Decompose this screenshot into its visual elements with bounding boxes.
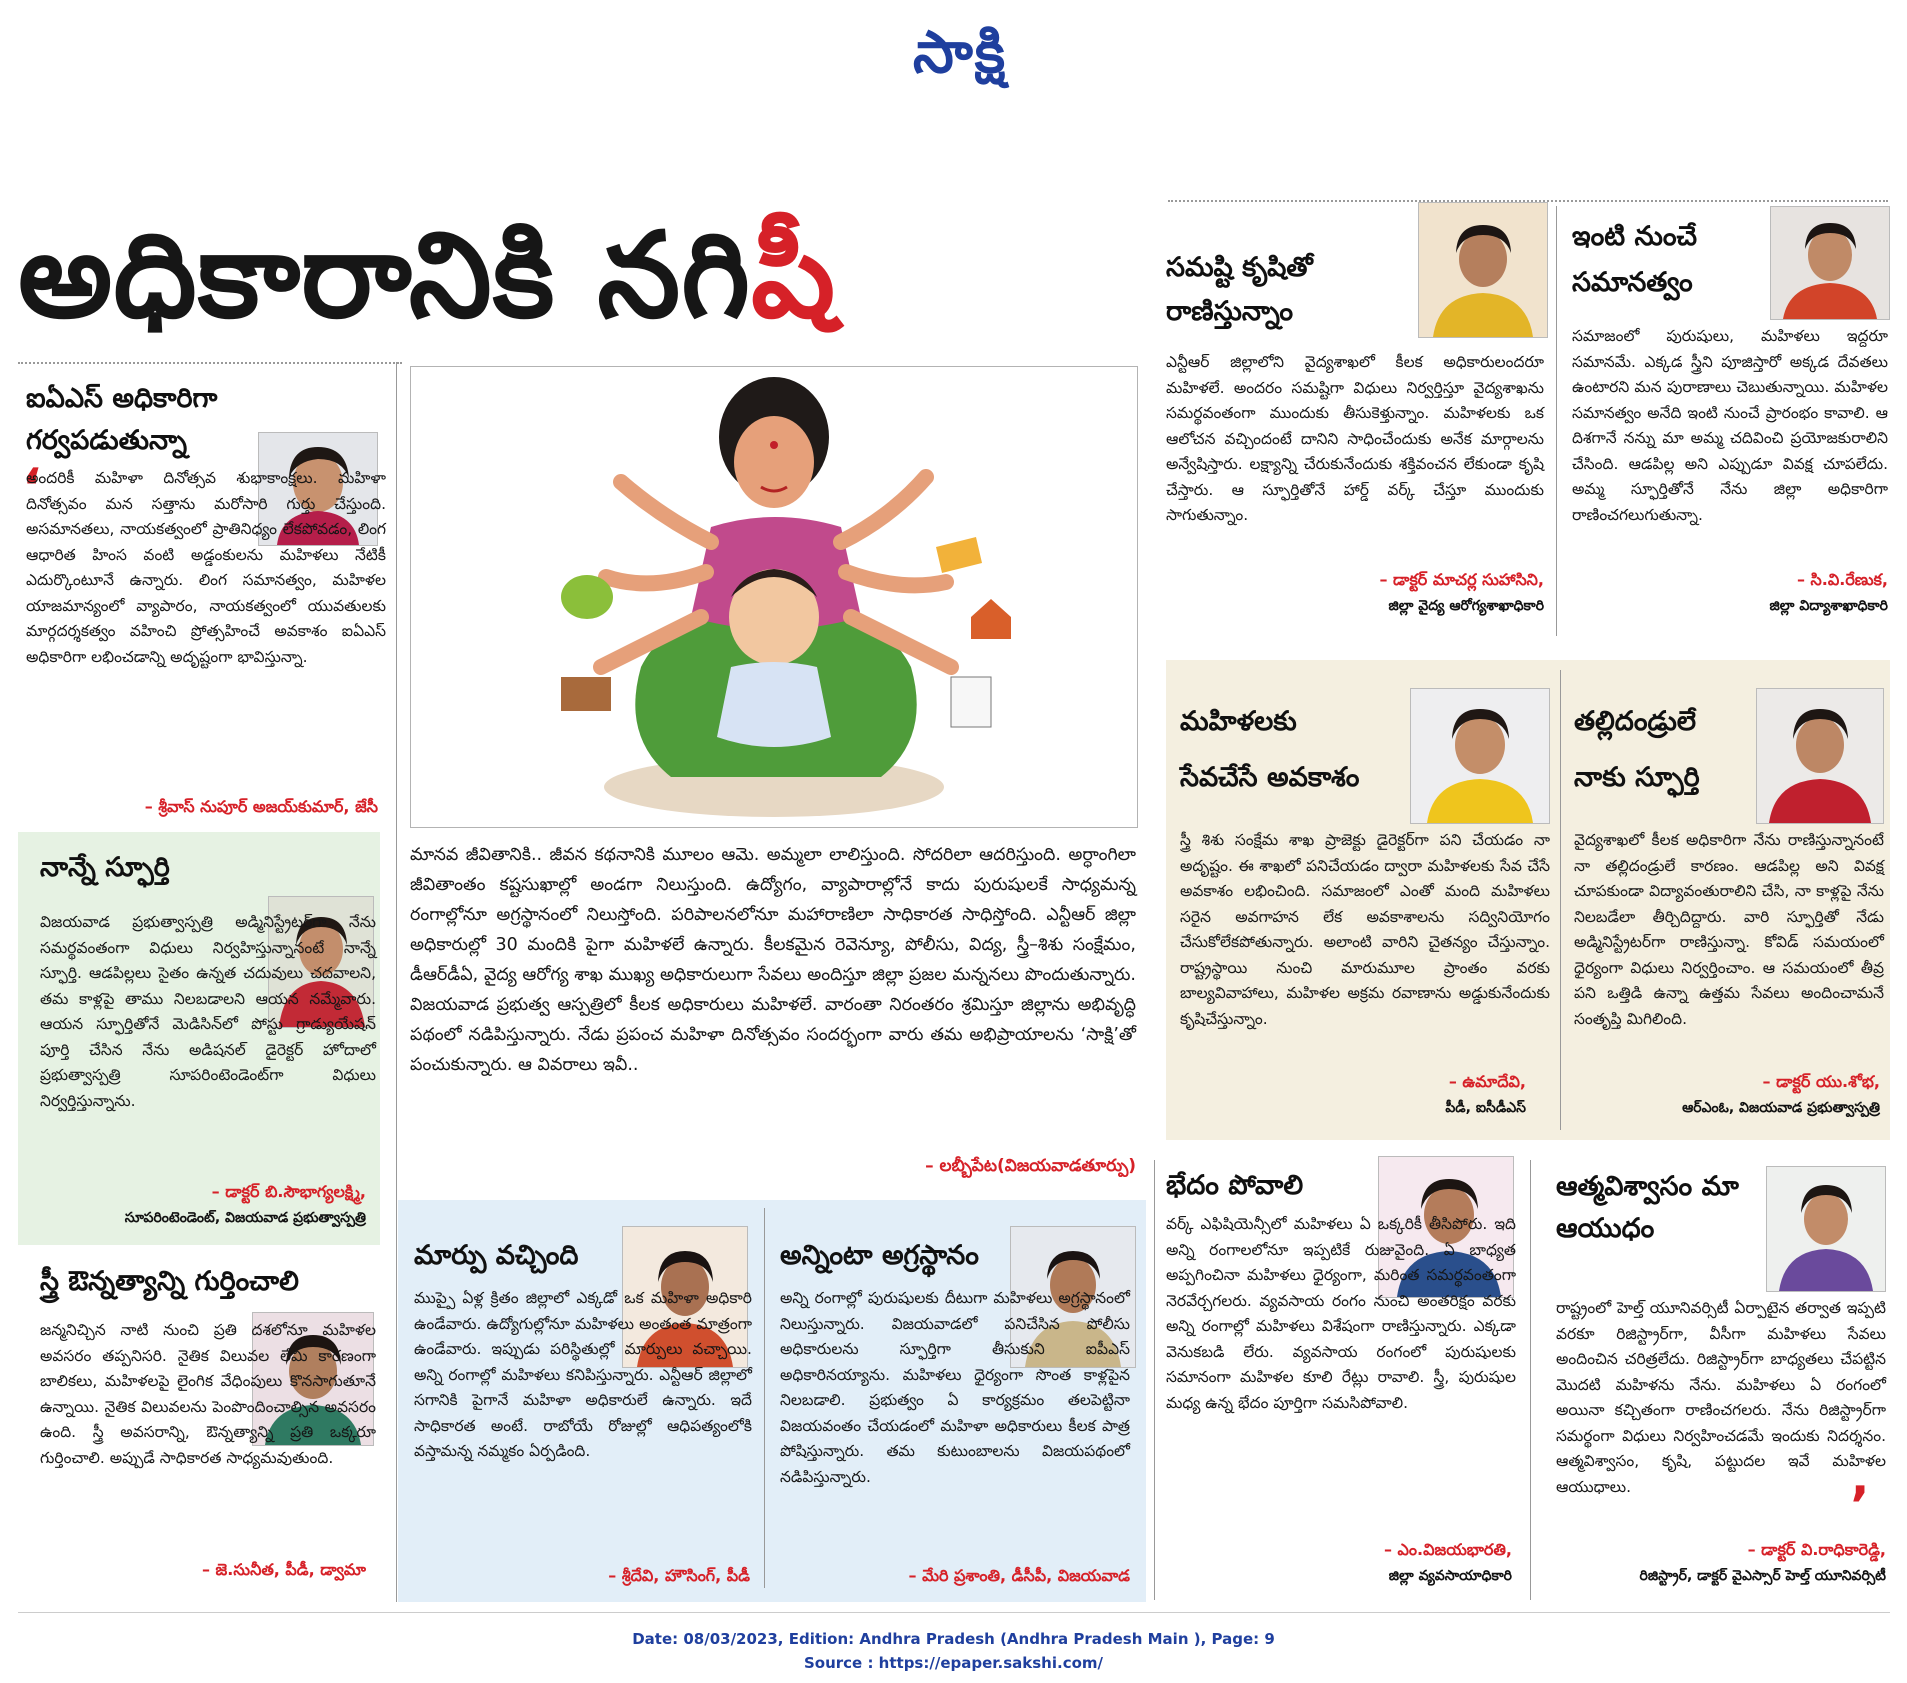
bhedam-byline: – ఎం.విజయభారతి, xyxy=(1383,1540,1512,1559)
inti-designation: జిల్లా విద్యాశాఖాధికారి xyxy=(1769,598,1888,614)
agrasthanam-byline: – మేరి ప్రశాంతి, డీసీపీ, విజయవాడ xyxy=(908,1566,1130,1585)
marpu-byline: – శ్రీదేవి, హౌసింగ్, పీడీ xyxy=(608,1566,750,1585)
nanne-byline: – డాక్టర్ బి.సౌభాగ్యలక్ష్మి, xyxy=(211,1182,366,1201)
bhedam-designation: జిల్లా వ్యవసాయాధికారి xyxy=(1388,1568,1512,1584)
masthead-logo: సాక్షి xyxy=(912,18,1008,86)
goddess-illustration xyxy=(410,366,1138,828)
marpu-title: మార్పు వచ్చింది xyxy=(414,1240,579,1271)
headline-accent: షీ xyxy=(751,206,837,344)
seva-photo xyxy=(1410,688,1550,824)
quote-icon: ‘ xyxy=(22,458,42,518)
bhedam-title: భేదం పోవాలి xyxy=(1166,1170,1304,1201)
nanne-designation: సూపరింటెండెంట్, విజయవాడ ప్రభుత్వాస్పత్రి xyxy=(124,1210,366,1226)
seva-byline: – ఉమాదేవి, xyxy=(1448,1072,1526,1091)
ias-byline: – శ్రీవాస్ నుపూర్ అజయ్‌కుమార్, జేసీ xyxy=(144,797,378,816)
quote-icon: ’ xyxy=(1850,1476,1870,1536)
tallidandrule-byline: – డాక్టర్ యు.శోభ, xyxy=(1762,1072,1880,1091)
atma-title: ఆత్మవిశ్వాసం మా ఆయుధం xyxy=(1556,1171,1739,1244)
column-divider xyxy=(1560,670,1561,1130)
ias-body: అందరికీ మహిళా దినోత్సవ శుభాకాంక్షలు. మహిళా దినోత్సవం మన సత్తాను మరోసారి గుర్తు చేస్తుంది. అసమానతలు, నాయకత్వంలో ప్రాతినిధ్యం లేకపోవడం, లింగ ఆధారిత హింస వంటి అడ్డంకులను మహిళలు నేటికీ ఎదుర్కొంటూనే ఉన్నారు. లింగ సమానత్వం, మహిళల యాజమాన్యంలో వ్యాపారం, నాయకత్వంలో యువతులకు మార్గదర్శకత్వం వహించి ప్రోత్సహించే అవకాశం ఐఏఎస్ అధికారిగా లభించడాన్ని అదృష్టంగా భావిస్తున్నా. xyxy=(26,469,386,666)
inti-body: సమాజంలో పురుషులు, మహిళలు ఇద్దరూ సమానమే. ఎక్కడ స్త్రీని పూజిస్తారో అక్కడ దేవతలు ఉంటారని మన పురాణాలు చెబుతున్నాయి. మహిళల సమానత్వం అనేది ఇంటి నుంచే ప్రారంభం కావాలి. ఆ దిశగానే నన్ను మా అమ్మ చదివించి ప్రయోజకురాలిని చేసింది. ఆడపిల్ల అని ఎప్పుడూ వివక్ష చూపలేదు. అమ్మ స్ఫూర్తితోనే నేను జిల్లా అధికారిగా రాణించగలుగుతున్నా. xyxy=(1572,327,1888,524)
tallidandrule-photo xyxy=(1756,688,1884,824)
atma-photo xyxy=(1766,1166,1886,1292)
column-divider xyxy=(1530,1160,1531,1600)
divider xyxy=(18,362,402,364)
marpu-body: ముప్పై ఏళ్ల క్రితం జిల్లాలో ఎక్కడో ఒక మహిళా అధికారి ఉండేవారు. ఉద్యోగుల్లోనూ మహిళలు అంతంత మాత్రంగా ఉండేవారు. ఇప్పుడు పరిస్థితుల్లో మార్పులు వచ్చాయి. అన్ని రంగాల్లో మహిళలు కనిపిస్తున్నారు. ఎన్టీఆర్ జిల్లాలో సగానికి పైగానే మహిళా అధికారులే ఉన్నారు. ఇదే సాధికారత అంటే. రాబోయే రోజుల్లో ఆధిపత్యంలోకి వస్తామన్న నమ్మకం ఏర్పడింది. xyxy=(414,1289,752,1460)
atma-designation: రిజిస్ట్రార్, డాక్టర్ వైఎస్సార్ హెల్త్ యూనివర్సిటీ xyxy=(1639,1568,1886,1584)
samashti-designation: జిల్లా వైద్య ఆరోగ్యశాఖాధికారి xyxy=(1388,598,1544,614)
main-headline xyxy=(18,200,1148,350)
column-divider xyxy=(1154,1160,1155,1600)
agrasthanam-body: అన్ని రంగాల్లో పురుషులకు దీటుగా మహిళలు అగ్రస్థానంలో నిలుస్తున్నారు. విజయవాడలో పనిచేసిన పోలీసు అధికారులను స్ఫూర్తిగా తీసుకుని ఐపీఎస్ అధికారినయ్యాను. మహిళలు ధైర్యంగా సొంత కాళ్లపైన నిలబడాలి. ప్రభుత్వం ఏ కార్యక్రమం తలపెట్టినా విజయవంతం చేయడంలో మహిళా అధికారులు కీలక పాత్ర పోషిస్తున్నారు. తమ కుటుంబాలను విజయపథంలో నడిపిస్తున్నారు. xyxy=(780,1289,1130,1486)
inti-title: ఇంటి నుంచే సమానత్వం xyxy=(1572,221,1698,298)
center-byline: – లబ్బీపేట(విజయవాడతూర్పు) xyxy=(925,1156,1136,1176)
tallidandrule-body: వైద్యశాఖలో కీలక అధికారిగా నేను రాణిస్తున్నానంటే నా తల్లిదండ్రులే కారణం. ఆడపిల్ల అని వివక్ష చూపకుండా విద్యావంతురాలిని చేసి, నా కాళ్లపై నేను నిలబడేలా తీర్చిదిద్దారు. వారి స్ఫూర్తితో నేడు అడ్మినిస్ట్రేటర్‌గా రాణిస్తున్నా. కోవిడ్ సమయంలో ధైర్యంగా విధులు నిర్వర్తించాం. ఆ సమయంలో తీవ్ర పని ఒత్తిడి ఉన్నా ఉత్తమ సేవలు అందించామనే సంతృప్తి మిగిలింది. xyxy=(1574,831,1884,1028)
column-divider xyxy=(1556,206,1557,636)
tallidandrule-designation: ఆర్ఎంఓ, విజయవాడ ప్రభుత్వాస్పత్రి xyxy=(1682,1100,1880,1116)
samashti-body: ఎన్టీఆర్ జిల్లాలోని వైద్యశాఖలో కీలక అధికారులందరూ మహిళలే. అందరం సమష్టిగా విధులు నిర్వర్తిస్తూ వైద్యశాఖను సమర్థవంతంగా ముందుకు తీసుకెళ్తున్నాం. మహిళలకు ఒక ఆలోచన వచ్చిందంటే దానిని సాధించేందుకు అనేక మార్గాలను అన్వేషిస్తారు. లక్ష్యాన్ని చేరుకునేందుకు శక్తివంచన లేకుండా కృషి చేస్తారు. ఆ స్ఫూర్తితోనే హార్డ్ వర్క్ చేస్తూ ముందుకు సాగుతున్నాం. xyxy=(1166,353,1544,524)
atma-body: రాష్ట్రంలో హెల్త్ యూనివర్సిటీ ఏర్పాటైన తర్వాత ఇప్పటి వరకూ రిజిస్ట్రార్‌గా, వీసీగా మహిళలు సేవలు అందించిన చరిత్రలేదు. రిజిస్ట్రార్‌గా బాధ్యతలు చేపట్టిన మొదటి మహిళను నేను. మహిళలు ఏ రంగంలో అయినా కచ్చితంగా రాణించగలరు. నేను రిజిస్ట్రార్‌గా సమర్థంగా విధులు నిర్వహించడమే ఇందుకు నిదర్శనం. ఆత్మవిశ్వాసం, కృషి, పట్టుదల ఇవే మహిళల ఆయుధాలు. xyxy=(1556,1299,1886,1496)
stree-byline: – జె.సునీత, పీడీ, డ్వామా xyxy=(201,1560,366,1579)
footer-divider xyxy=(18,1612,1890,1613)
stree-body: జన్మనిచ్చిన నాటి నుంచి ప్రతి దశలోనూ మహిళల అవసరం తప్పనిసరి. నైతిక విలువల లేమి కారణంగా బాలికలు, మహిళలపై లైంగిక వేధింపులు కొనసాగుతూనే ఉన్నాయి. నైతిక విలువలను పెంపొందించాల్సిన అవసరం ఉంది. స్త్రీ అవసరాన్ని, ఔన్నత్యాన్ని ప్రతి ఒక్కరూ గుర్తించాలి. అప్పుడే సాధికారత సాధ్యమవుతుంది. xyxy=(40,1321,376,1467)
nanne-body: విజయవాడ ప్రభుత్వాస్పత్రి అడ్మినిస్ట్రేటర్‌గా నేను సమర్థవంతంగా విధులు నిర్వహిస్తున్నానంటే నాన్నే స్ఫూర్తి. ఆడపిల్లలు సైతం ఉన్నత చదువులు చదవాలని, తమ కాళ్లపై తాము నిలబడాలని ఆయన నమ్మేవారు. ఆయన స్ఫూర్తితోనే మెడిసిన్‌లో పోస్టు గ్రాడ్యుయేషన్ పూర్తి చేసిన నేను అడిషనల్ డైరెక్టర్ హోదాలో ప్రభుత్వాస్పత్రి సూపరింటెండెంట్‌గా విధులు నిర్వర్తిస్తున్నాను. xyxy=(40,913,376,1110)
samashti-byline: – డాక్టర్ మాచర్ల సుహాసిని, xyxy=(1379,570,1544,589)
samashti-photo xyxy=(1418,202,1548,338)
headline-main: అధికారానికి నగి xyxy=(18,206,752,344)
nanne-title: నాన్నే స్ఫూర్తి xyxy=(40,852,170,883)
seva-designation: పీడీ, ఐసీడీఎస్ xyxy=(1445,1100,1526,1116)
inti-byline: – సి.వి.రేణుక, xyxy=(1796,570,1888,589)
inti-photo xyxy=(1770,206,1890,320)
agrasthanam-title: అన్నింటా అగ్రస్థానం xyxy=(780,1240,979,1271)
atma-byline: – డాక్టర్ వి.రాధికారెడ్డి, xyxy=(1747,1540,1886,1559)
footer-source-line: Source : https://epaper.sakshi.com/ xyxy=(803,1654,1103,1672)
footer-date-line: Date: 08/03/2023, Edition: Andhra Pradesh (Andhra Pradesh Main ), Page: 9 xyxy=(632,1630,1275,1648)
stree-title: స్త్రీ ఔన్నత్యాన్ని గుర్తించాలి xyxy=(40,1266,299,1297)
tallidandrule-title: తల్లిదండ్రులే నాకు స్ఫూర్తి xyxy=(1574,706,1700,793)
samashti-title: సమష్టి కృషితో రాణిస్తున్నాం xyxy=(1166,252,1313,327)
bhedam-body: వర్క్ ఎఫిషియెన్సీలో మహిళలు ఏ ఒక్కరికీ తీసిపోరు. ఇది అన్ని రంగాలలోనూ ఇప్పటికే రుజువైంది. ఏ బాధ్యత అప్పగించినా మహిళలు ధైర్యంగా, మరింత సమర్థవంతంగా నెరవేర్చగలరు. వ్యవసాయ రంగం నుంచి అంతరిక్షం వరకు అన్ని రంగాల్లో మహిళలు విశేషంగా రాణిస్తున్నారు. ఎక్కడా వెనుకబడి లేరు. వ్యవసాయ రంగంలో పురుషులకు సమానంగా మహిళల కూలి రేట్లు రావాలి. స్త్రీ, పురుషుల మధ్య ఉన్న భేదం పూర్తిగా సమసిపోవాలి. xyxy=(1166,1215,1516,1412)
seva-body: స్త్రీ శిశు సంక్షేమ శాఖ ప్రాజెక్టు డైరెక్టర్‌గా పని చేయడం నా అదృష్టం. ఈ శాఖలో పనిచేయడం ద్వారా మహిళలకు సేవ చేసే అవకాశం లభించింది. సమాజంలో ఎంతో మంది మహిళలు సరైన అవగాహన లేక అవకాశాలను సద్వినియోగం చేసుకోలేకపోతున్నారు. అలాంటి వారిని చైతన్యం చేస్తున్నాం. రాష్ట్రస్థాయి నుంచి మారుమూల ప్రాంతం వరకు బాల్యవివాహాలు, మహిళల అక్రమ రవాణాను అడ్డుకునేందుకు కృషిచేస్తున్నాం. xyxy=(1180,831,1550,1028)
ias-title: ఐఏఎస్ అధికారిగా గర్వపడుతున్నా xyxy=(26,383,218,456)
column-divider xyxy=(396,362,397,1602)
center-body: మానవ జీవితానికి.. జీవన కథనానికి మూలం ఆమె. అమ్మలా లాలిస్తుంది. సోదరిలా ఆదరిస్తుంది. అర్ధాంగిలా జీవితాంతం కష్టసుఖాల్లో అండగా నిలుస్తుంది. ఉద్యోగం, వ్యాపారాల్లోనే కాదు పురుషులకే సాధ్యమన్న రంగాల్లోనూ అగ్రస్థానంలో నిలుస్తోంది. పరిపాలనలోనూ మహారాణిలా సాధికారత సాధిస్తోంది. ఎన్టీఆర్ జిల్లా అధికారుల్లో 30 మందికి పైగా మహిళలే ఉన్నారు. కీలకమైన రెవెన్యూ, పోలీసు, విద్య, స్త్రీ–శిశు సంక్షేమం, డీఆర్‌డీఏ, వైద్య ఆరోగ్య శాఖ ముఖ్య అధికారులుగా సేవలు అందిస్తూ జిల్లా ప్రజల మన్ననలు పొందుతున్నారు. విజయవాడ ప్రభుత్వ ఆస్పత్రిలో కీలక అధికారులు మహిళలే. వారంతా నిరంతరం శ్రమిస్తూ జిల్లాను అభివృద్ధి పథంలో నడిపిస్తున్నారు. నేడు ప్రపంచ మహిళా దినోత్సవం సందర్భంగా వారు తమ అభిప్రాయాలను ‘సాక్షి’తో పంచుకున్నారు. ఆ వివరాలు ఇవీ.. xyxy=(410,845,1136,1075)
column-divider xyxy=(764,1208,765,1588)
seva-title: మహిళలకు సేవచేసే అవకాశం xyxy=(1180,706,1360,793)
